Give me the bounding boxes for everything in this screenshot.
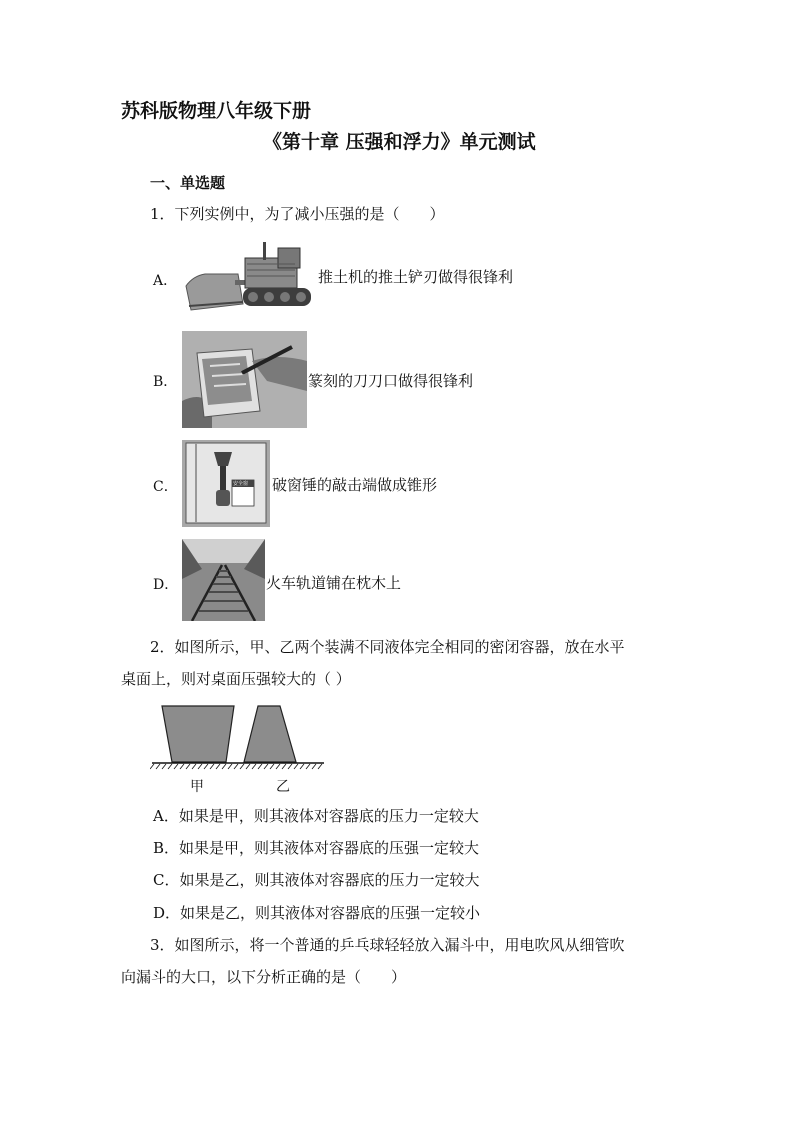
question-1	[150, 203, 445, 224]
option-c-letter: C．	[153, 479, 178, 495]
question-number: 1．	[150, 205, 175, 223]
railway-track-image	[182, 539, 265, 621]
option-text: 如果是甲，则其液体对容器底的压力一定较大	[178, 807, 479, 825]
q2-option-c	[153, 869, 480, 890]
option-b-letter: B．	[153, 374, 178, 390]
option-text: 如果是乙，则其液体对容器底的压力一定较大	[179, 871, 480, 889]
bulldozer-drawing	[183, 236, 316, 316]
option-text: 如果是甲，则其液体对容器底的压强一定较大	[179, 839, 480, 857]
question-number: 3．	[150, 936, 175, 954]
section-heading: 一、单选题	[150, 174, 226, 192]
document-title-line2: 《第十章 压强和浮力》单元测试	[263, 131, 536, 153]
option-a-letter: A．	[153, 273, 178, 289]
q2-option-b	[153, 837, 479, 858]
question-number: 2．	[150, 638, 175, 656]
safety-hammer-image	[182, 440, 270, 527]
bulldozer-image	[183, 236, 316, 316]
question-text: 下列实例中，为了减小压强的是（ ）	[174, 205, 445, 223]
option-a-text: 推土机的推土铲刃做得很锋利	[318, 268, 514, 286]
q2-option-a	[153, 805, 479, 826]
seal-carving-image	[182, 331, 307, 428]
option-d-letter: D．	[153, 577, 179, 593]
question-text: 如图所示，将一个普通的乒乓球轻轻放入漏斗中，用电吹风从细管吹	[174, 936, 625, 954]
option-b-text: 篆刻的刀刀口做得很锋利	[308, 372, 474, 390]
question-3-line2: 向漏斗的大口，以下分析正确的是（ ）	[121, 968, 407, 986]
railway-track-drawing	[182, 539, 265, 621]
question-text: 如图所示，甲、乙两个装满不同液体完全相同的密闭容器，放在水平	[174, 638, 625, 656]
option-letter: A．	[153, 807, 179, 825]
seal-carving-drawing	[182, 331, 307, 428]
option-d-text: 火车轨道铺在枕木上	[266, 574, 402, 592]
option-c-text: 破窗锤的敲击端做成锥形	[272, 476, 438, 494]
question-2-line2: 桌面上，则对桌面压强较大的（ ）	[121, 670, 351, 688]
safety-hammer-drawing	[182, 440, 270, 527]
container-label-yi: 乙	[276, 779, 290, 795]
container-label-jia: 甲	[190, 779, 204, 795]
option-text: 如果是乙，则其液体对容器底的压强一定较小	[180, 904, 481, 922]
question-3-line1	[150, 934, 625, 955]
containers-drawing	[150, 702, 330, 776]
containers-figure	[150, 702, 330, 776]
option-letter: B．	[153, 839, 180, 857]
document-title-line1: 苏科版物理八年级下册	[121, 100, 312, 122]
safety-hammer-sign-text: 安全窗	[233, 481, 249, 487]
q2-option-d	[153, 902, 480, 923]
question-2-line1	[150, 636, 625, 657]
option-letter: C．	[153, 871, 180, 889]
option-letter: D．	[153, 904, 181, 922]
